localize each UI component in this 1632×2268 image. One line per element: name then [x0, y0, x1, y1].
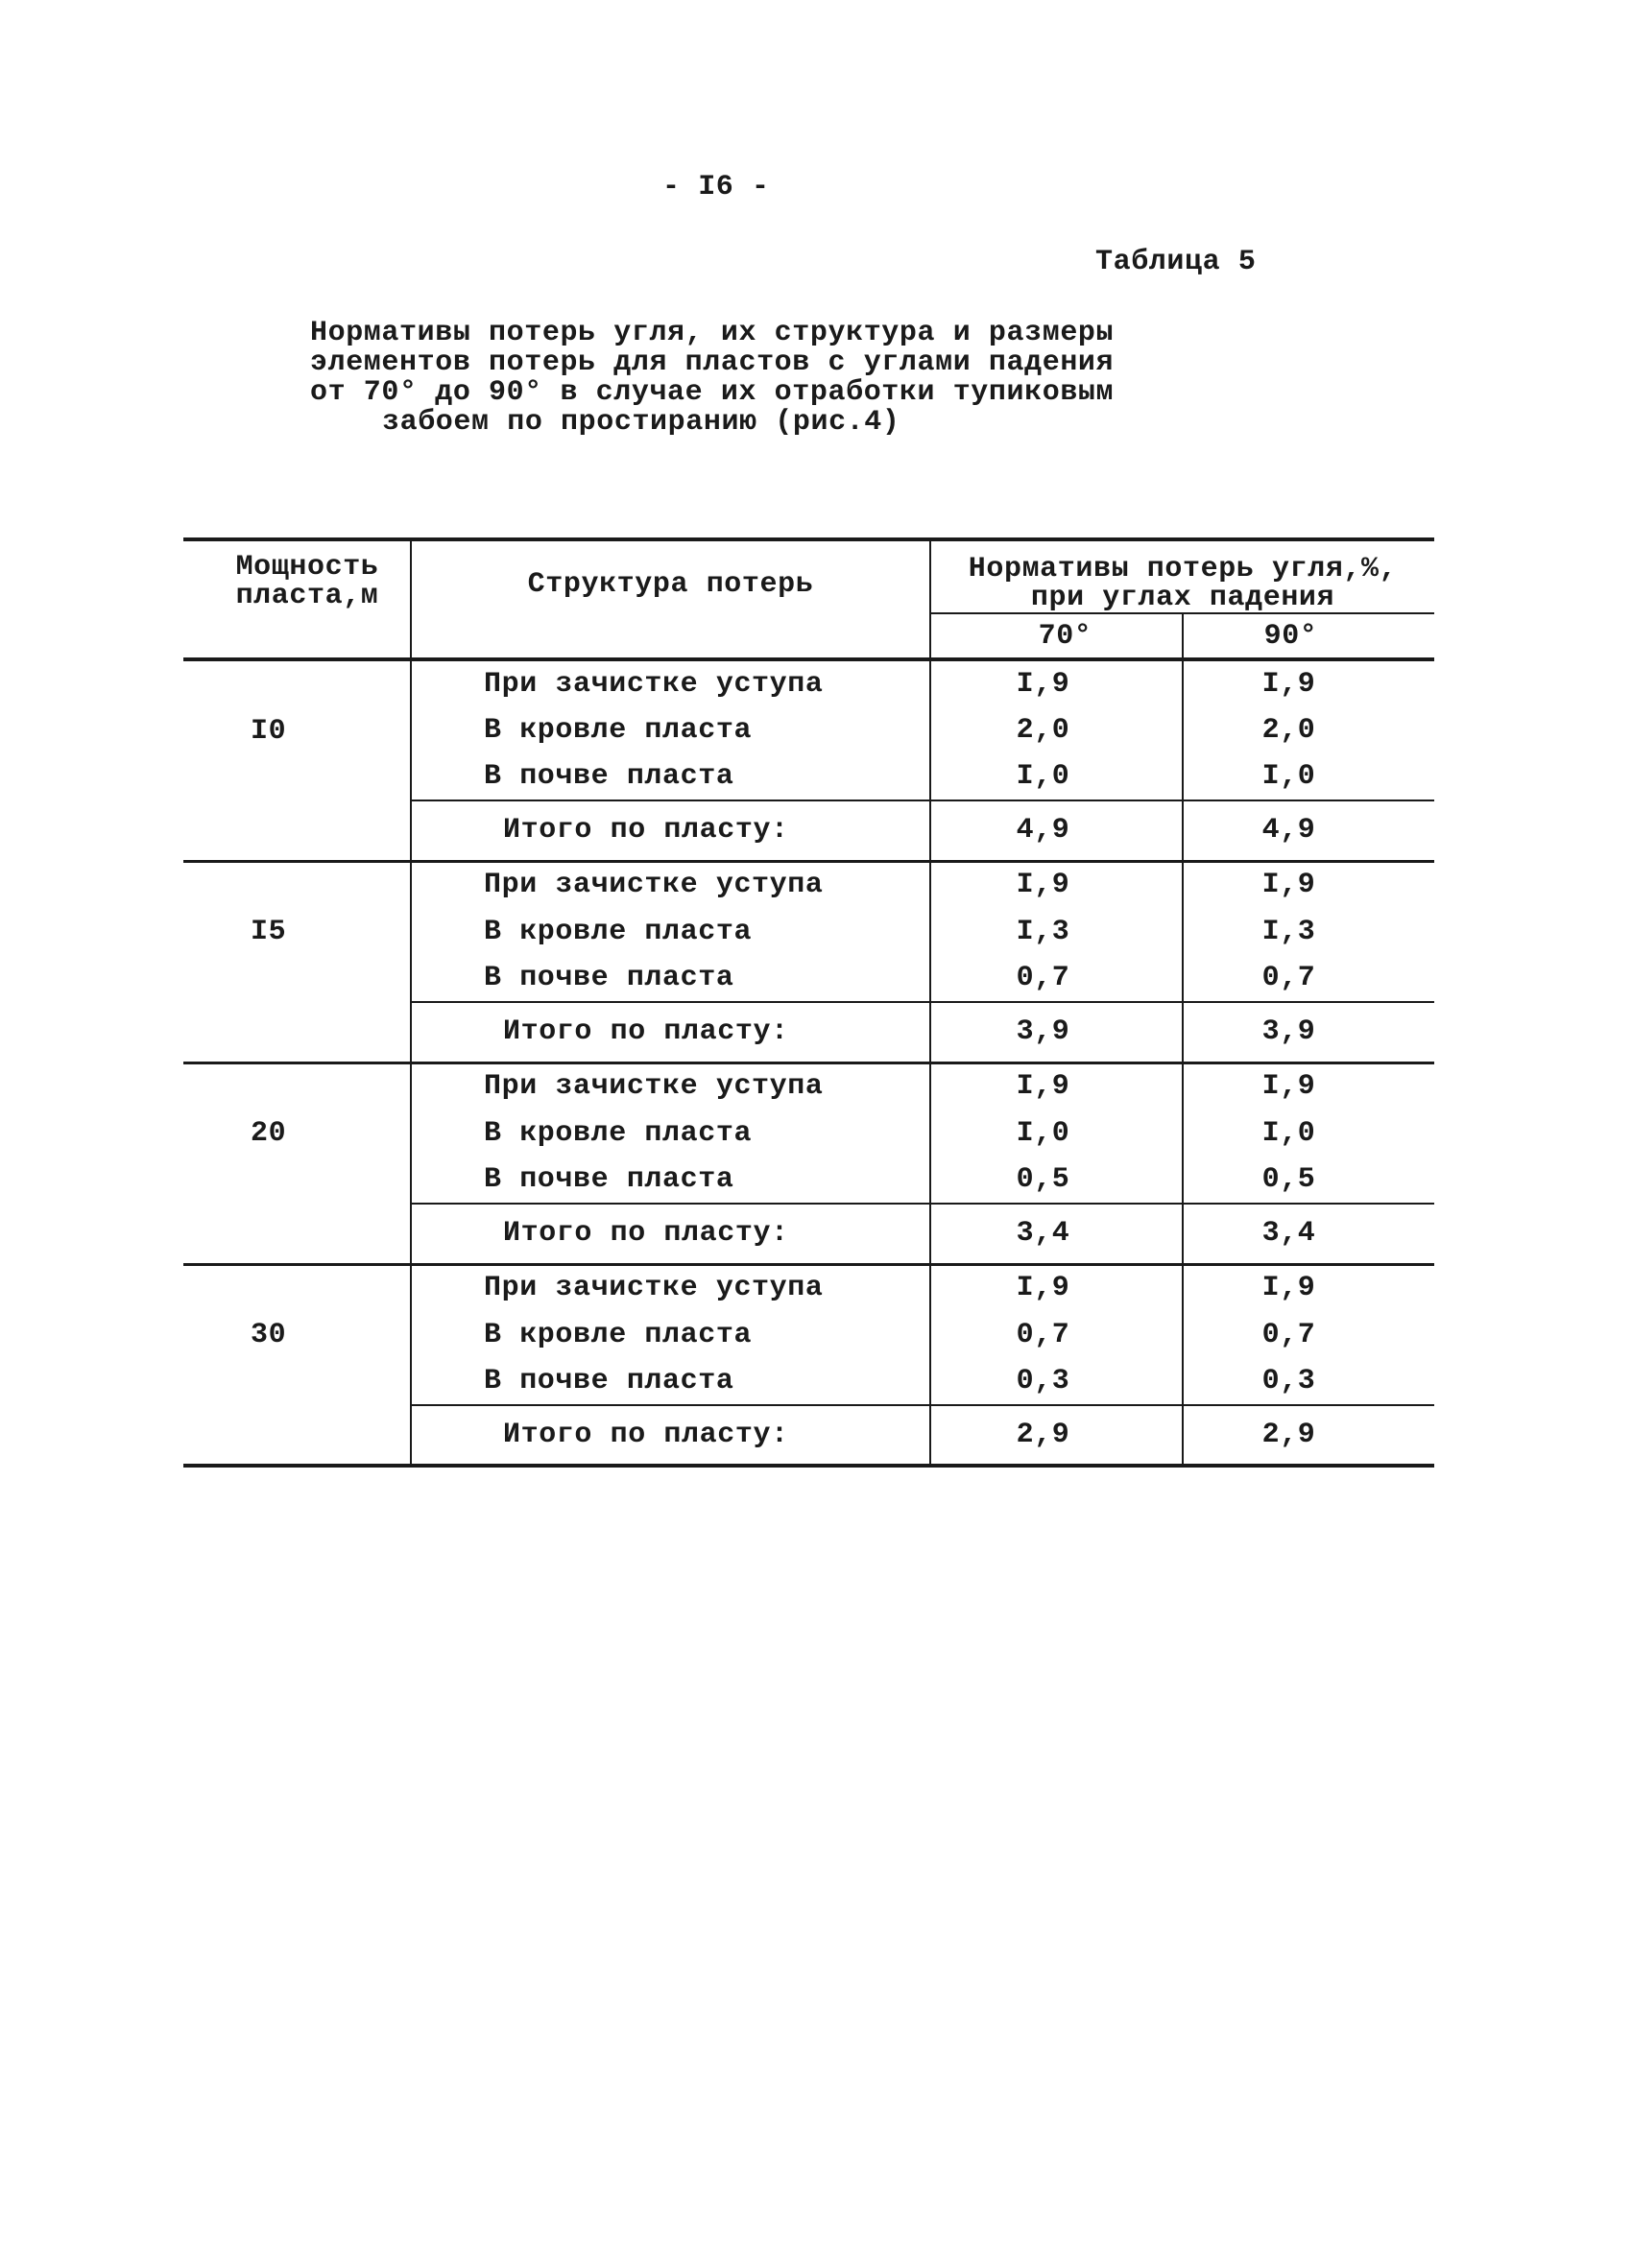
total-label: Итого по пласту: — [411, 1204, 930, 1264]
seam-group — [183, 861, 1434, 1062]
page-number: - I6 - — [662, 171, 770, 203]
total-row — [183, 1405, 1434, 1466]
loss-norm-70: I,9 — [930, 659, 1183, 706]
table-title — [310, 319, 1114, 438]
loss-item-label: В кровле пласта — [411, 908, 930, 955]
title-line: от 70° до 90° в случае их отработки тупиковым — [310, 376, 1115, 409]
loss-norm-90: I,9 — [1261, 869, 1316, 902]
table-label: Таблица 5 — [1095, 246, 1257, 278]
loss-norm-90: 0,3 — [1261, 1365, 1316, 1397]
title-line: элементов потерь для пластов с углами падения — [310, 346, 1115, 379]
loss-norm-70: I,0 — [930, 753, 1183, 800]
title-line: забоем по простиранию (рис.4) — [382, 406, 900, 439]
header-seam-thickness-line: Мощность — [235, 551, 379, 584]
loss-norm-70: 0,7 — [930, 955, 1183, 1002]
loss-item-label: При зачистке уступа — [411, 1062, 930, 1110]
total-label: Итого по пласту: — [411, 1002, 930, 1062]
loss-norm-70: I,9 — [930, 1264, 1183, 1311]
total-90: 4,9 — [1183, 800, 1434, 861]
loss-norm-90: 2,0 — [1261, 713, 1316, 747]
loss-norm-90: I,0 — [1261, 1116, 1316, 1150]
table-row — [183, 659, 1434, 706]
loss-norm-90: I,0 — [1261, 760, 1316, 793]
loss-norm-70: I,3 — [930, 908, 1183, 955]
loss-item-label: При зачистке уступа — [411, 659, 930, 706]
loss-norm-70: I,9 — [930, 1062, 1183, 1110]
empty-cell — [183, 1002, 411, 1062]
table-row — [183, 861, 1434, 908]
loss-item-label: При зачистке уступа — [411, 861, 930, 908]
header-loss-norms — [930, 539, 1434, 613]
loss-item-label: При зачистке уступа — [411, 1264, 930, 1311]
loss-norm-90: 0,7 — [1261, 1318, 1316, 1351]
total-70: 4,9 — [930, 800, 1183, 861]
loss-norms-table — [183, 537, 1434, 1468]
loss-norm-90: 0,7 — [1261, 962, 1316, 994]
loss-norm-70: 0,3 — [930, 1358, 1183, 1405]
empty-cell — [183, 800, 411, 861]
loss-norm-70: I,0 — [930, 1110, 1183, 1157]
loss-norm-70: 0,7 — [930, 1311, 1183, 1358]
seam-thickness: 20 — [183, 1062, 411, 1204]
total-row — [183, 1002, 1434, 1062]
empty-cell — [183, 1405, 411, 1466]
loss-item-label: В почве пласта — [411, 1157, 930, 1204]
loss-norm-70: 2,0 — [930, 706, 1183, 753]
seam-thickness: 30 — [183, 1264, 411, 1405]
total-70: 3,9 — [930, 1002, 1183, 1062]
table-row — [183, 1264, 1434, 1311]
loss-item-label: В почве пласта — [411, 753, 930, 800]
total-label: Итого по пласту: — [411, 800, 930, 861]
total-70: 2,9 — [930, 1405, 1183, 1466]
header-angle-70: 70° — [930, 613, 1183, 659]
loss-item-label: В кровле пласта — [411, 1311, 930, 1358]
header-loss-structure: Структура потерь — [411, 539, 930, 659]
table-header — [183, 539, 1434, 659]
loss-item-label: В почве пласта — [411, 1358, 930, 1405]
header-seam-thickness-line: пласта,м — [235, 580, 379, 612]
total-row — [183, 800, 1434, 861]
loss-item-label: В кровле пласта — [411, 1110, 930, 1157]
header-loss-norms-line: Нормативы потерь угля,%, — [968, 553, 1398, 585]
loss-norm-70: 0,5 — [930, 1157, 1183, 1204]
loss-norm-90: 0,5 — [1261, 1163, 1316, 1196]
empty-cell — [183, 1204, 411, 1264]
total-90: 3,4 — [1183, 1204, 1434, 1264]
seam-thickness: I5 — [183, 861, 411, 1002]
loss-norm-90: I,9 — [1261, 1070, 1316, 1104]
total-row — [183, 1204, 1434, 1264]
header-seam-thickness — [183, 539, 411, 659]
total-90: 2,9 — [1183, 1405, 1434, 1466]
table-row — [183, 1062, 1434, 1110]
total-label: Итого по пласту: — [411, 1405, 930, 1466]
title-line: Нормативы потерь угля, их структура и размеры — [310, 317, 1115, 349]
seam-group — [183, 1062, 1434, 1264]
loss-norm-70: I,9 — [930, 861, 1183, 908]
seam-group — [183, 659, 1434, 861]
loss-item-label: В почве пласта — [411, 955, 930, 1002]
total-70: 3,4 — [930, 1204, 1183, 1264]
seam-group — [183, 1264, 1434, 1466]
seam-thickness: I0 — [183, 659, 411, 800]
loss-norm-90: I,3 — [1261, 915, 1316, 948]
header-angle-90: 90° — [1183, 613, 1434, 659]
header-loss-norms-line: при углах падения — [1030, 582, 1335, 614]
loss-item-label: В кровле пласта — [411, 706, 930, 753]
total-90: 3,9 — [1183, 1002, 1434, 1062]
loss-norm-90: I,9 — [1261, 1272, 1316, 1305]
loss-norm-90: I,9 — [1261, 667, 1316, 701]
